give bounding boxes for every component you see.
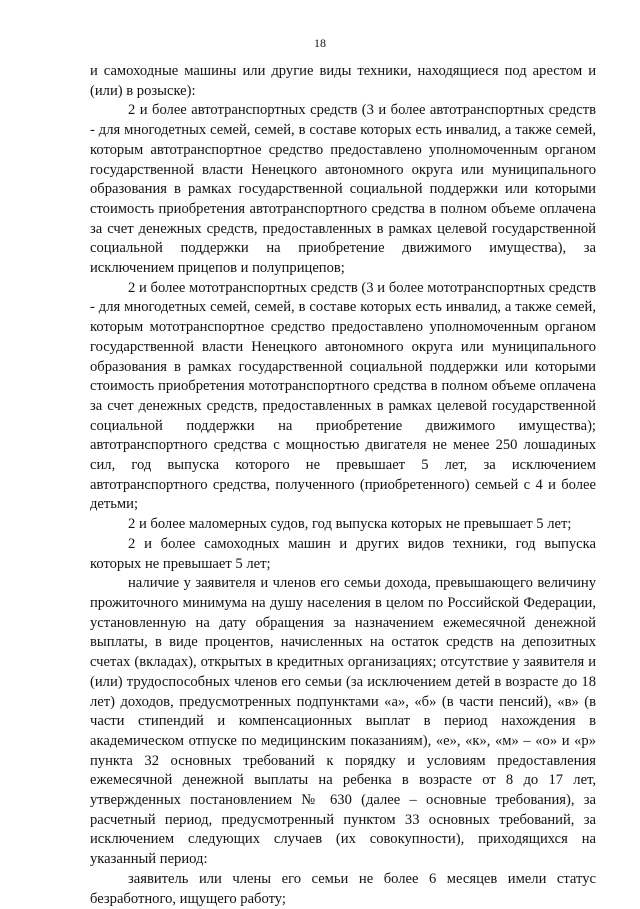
page-number: 18 (314, 36, 326, 50)
paragraph-income: наличие у заявителя и членов его семьи дохода, превышающего величину прожиточного минимума на душу населения в целом по Российской Федерации, установленную на дату обращения за назначением ежемесячной денежной выплаты, в виде процентов, начисленных на остаток средств на депозитных счетах (вкладах), открытых в кредитных организациях; отсутствие у заявителя и (или) трудоспособных членов его семьи (за исключением детей в возрасте до 18 лет) доходов, предусмотренных подпунктами «а», «б» (в части пенсий), «в» (в части стипендий и компенсационных выплат в период нахождения в академическом отпуске по медицинским показаниям), «е», «к», «м» – «о» и «р» пункта 32 основных требований к порядку и условиям предоставления ежемесячной денежной выплаты на ребенка в возрасте от 8 до 17 лет, утвержденных постановлением № 630 (далее – основные требования), за расчетный период, предусмотренный пунктом 33 основных требований, за исключением следующих случаев (их совокупности), приходящихся на указанный период: (90, 575, 596, 868)
paragraph-motorcycles: 2 и более мототранспортных средств (3 и более мототранспортных средств - для многодетных семей, семей, в составе которых есть инвалид, а также семей, которым мототранспортное средство предоставлено уполномоченным органом государственной власти Ненецкого автономного округа или муниципального образования в рамках государственной социальной поддержки или которыми стоимость приобретения мототранспортного средства в полном объеме оплачена за счет денежных средств, предоставленных в рамках целевой государственной социальной поддержки на приобретение движимого имущества); автотранспортного средства с мощностью двигателя не менее 250 лошадиных сил, год выпуска которого не превышает 5 лет, за исключением автотранспортного средства, полученного (приобретенного) семьей с 4 и более детьми; (90, 279, 596, 513)
paragraph-self-propelled-machines: 2 и более самоходных машин и других видов техники, год выпуска которых не превышает 5 лет; (90, 535, 596, 572)
paragraph-vehicles: 2 и более автотранспортных средств (3 и более автотранспортных средств - для многодетных семей, семей, в составе которых есть инвалид, а также семей, которым автотранспортное средство предоставлено уполномоченным органом государственной власти Ненецкого автономного округа или муниципального образования в рамках государственной социальной поддержки или которыми стоимость приобретения автотранспортного средства в полном объеме оплачена за счет денежных средств, предоставленных в рамках целевой государственной социальной поддержки на приобретение движимого имущества), за исключением прицепов и полуприцепов; (90, 102, 596, 277)
paragraph-small-vessels: 2 и более маломерных судов, год выпуска которых не превышает 5 лет; (128, 516, 572, 533)
paragraph-continuation: и самоходные машины или другие виды техники, находящиеся под арестом и (или) в розыске): (90, 63, 596, 99)
paragraph-unemployed: заявитель или члены его семьи не более 6 месяцев имели статус безработного, ищущего работу; (90, 870, 596, 907)
document-body (90, 62, 596, 909)
